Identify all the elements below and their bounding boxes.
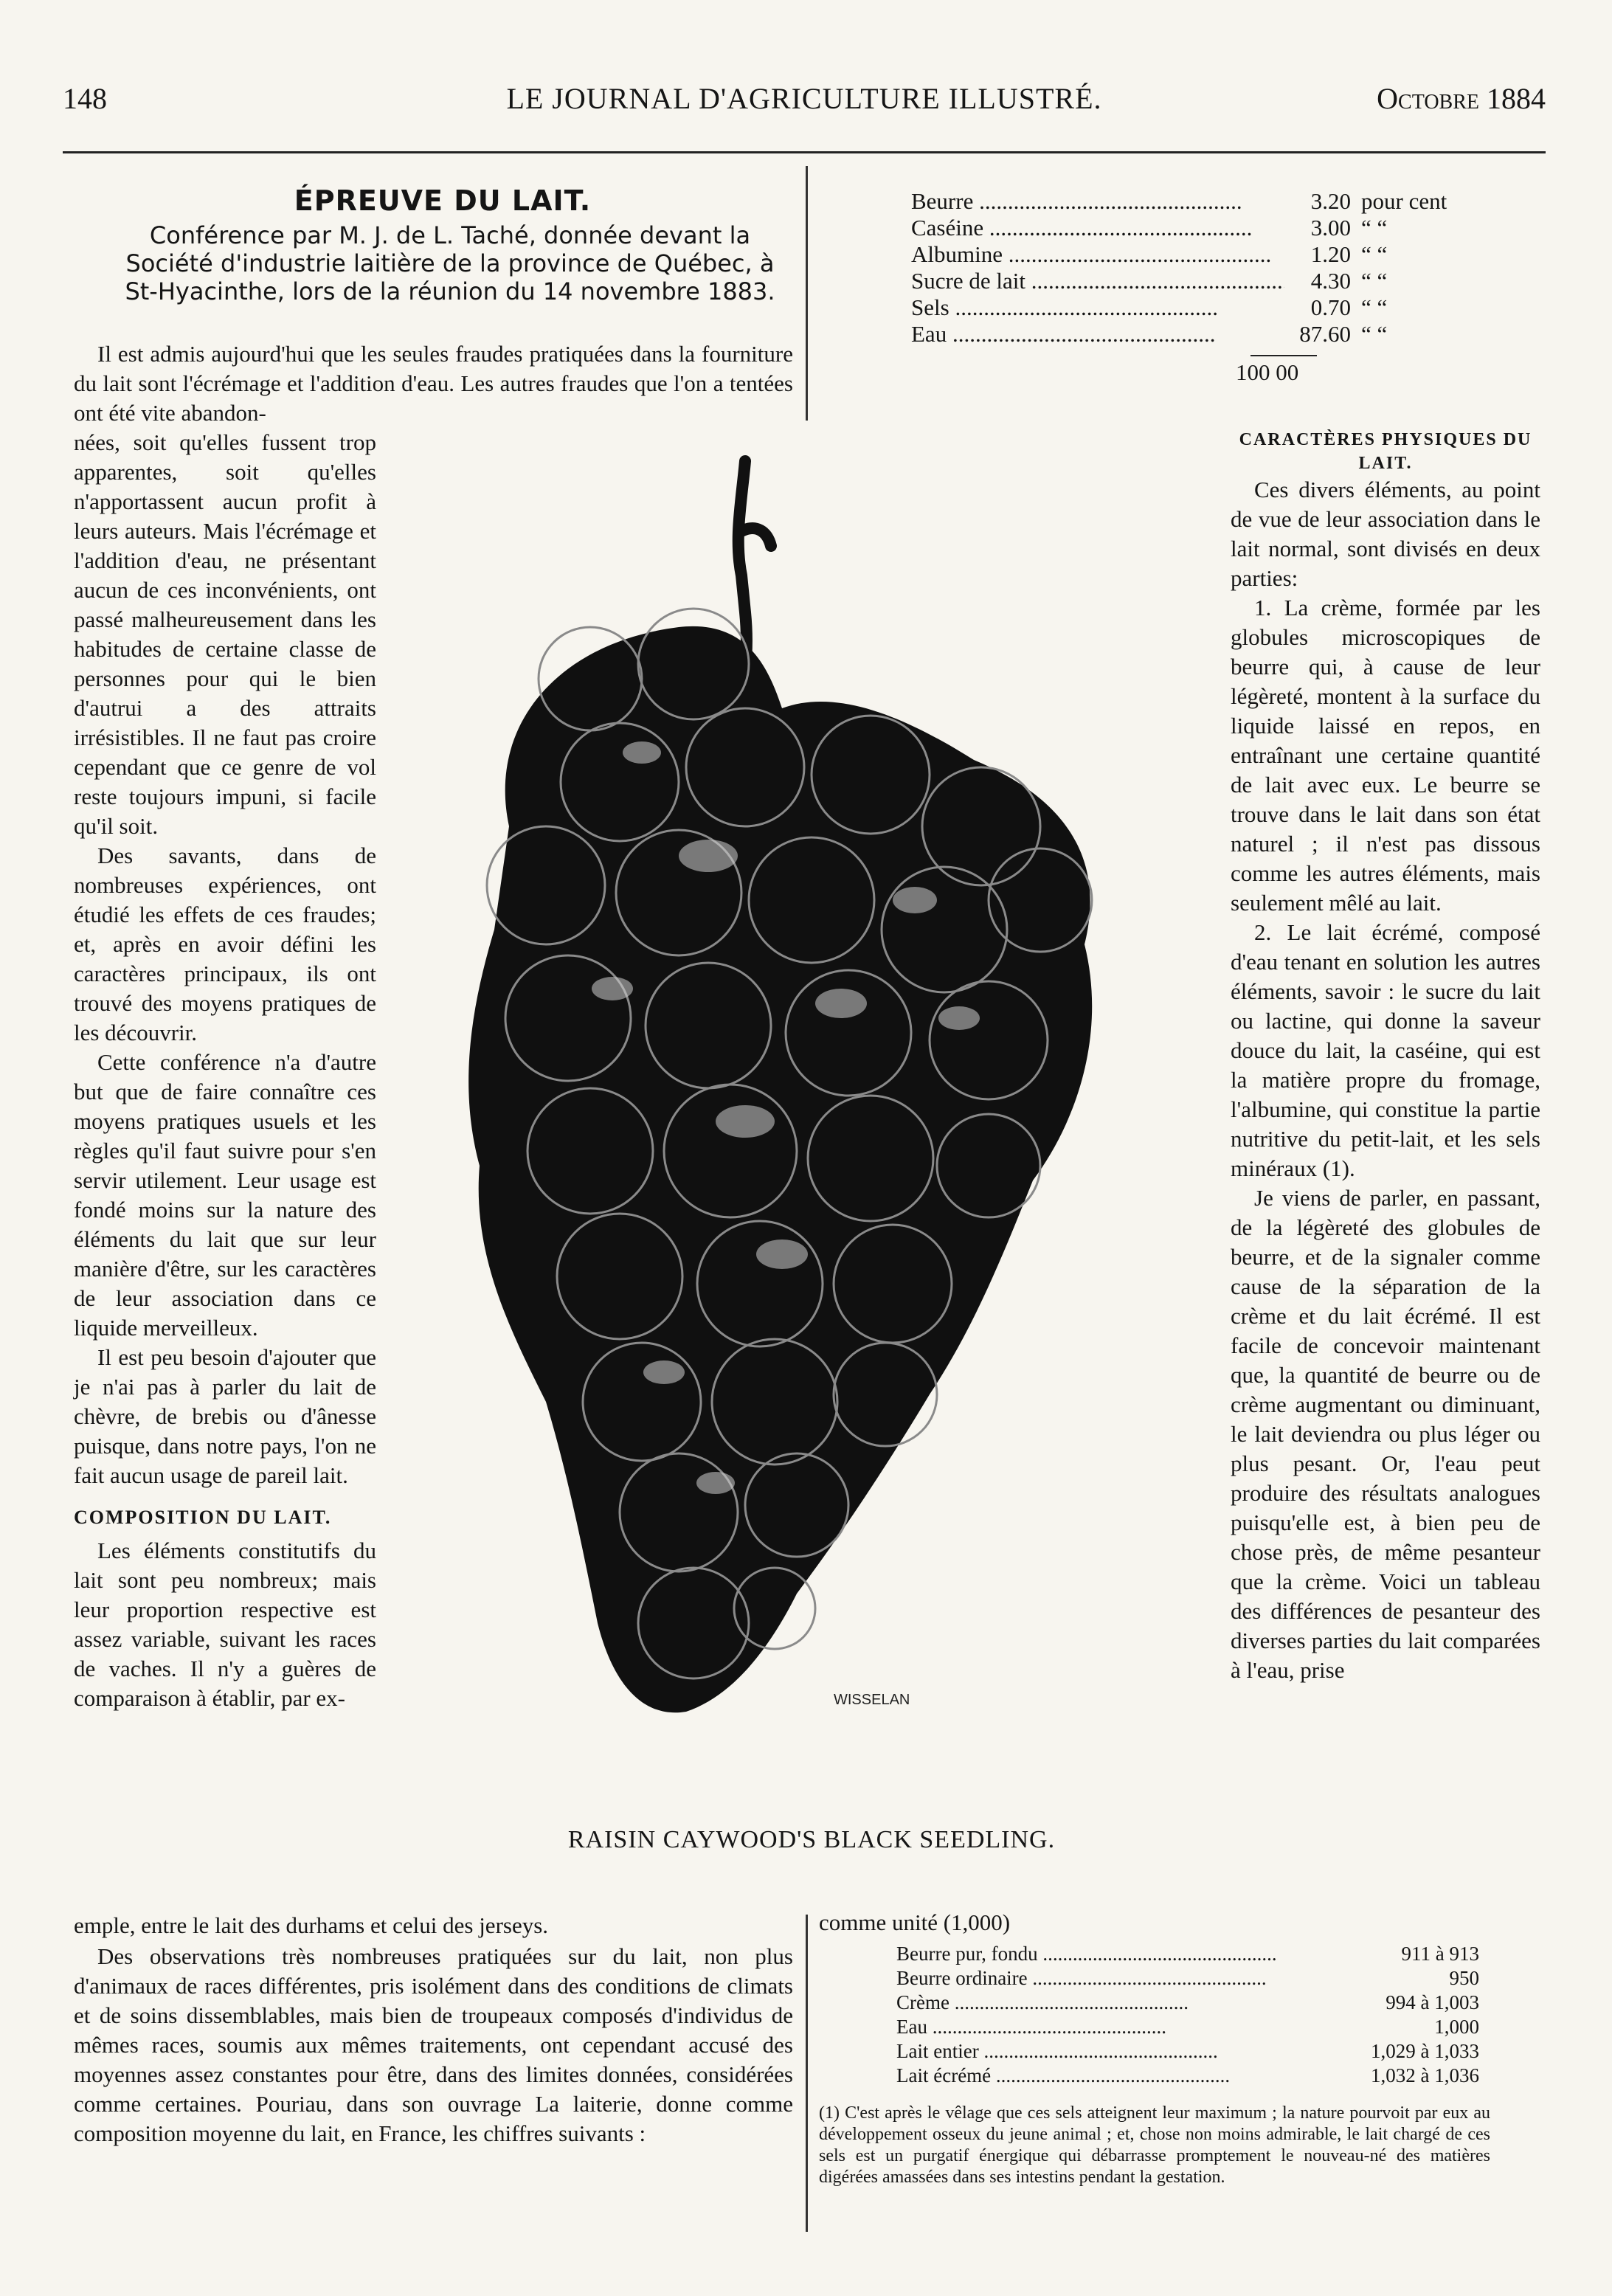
total-rule [1250,355,1317,356]
table-row: Beurre ordinaire ..... 950 [896,1966,1479,1991]
page-number: 148 [63,82,107,115]
composition-table [911,188,1479,386]
table-row: Sels ..... 0.70 “ “ [911,294,1479,321]
header-rule [63,151,1546,153]
paragraph-3: Cette conférence n'a d'autre but que de faire connaître ces moyens pratiques usuels et les règles qu'il faut suivre pour s'en servir utilement. Leur usage est fondé moins sur la nature des éléments du lait que sur leur manière d'être, sur les caractères de leur association dans ce liquide merveilleux. [74,1049,376,1341]
left-narrow-column [74,428,376,1713]
table-row: Beurre pur, fondu ..... 911 à 913 [896,1942,1479,1966]
table-row: Eau ..... 1,000 [896,2015,1479,2039]
paragraph-4: Il est peu besoin d'ajouter que je n'ai pas à parler du lait de chèvre, de brebis ou d'ânesse puisque, dans notre pays, l'on ne fait aucun usage de pareil lait. [74,1344,376,1488]
right-paragraph-1: Ces divers éléments, au point de vue de leur association dans le lait normal, sont divisés en deux parties: [1231,477,1540,591]
paragraph-5: Les éléments constitutifs du lait sont peu nombreux; mais leur proportion respective est assez variable, suivant les races de vaches. Il n'y a guères de comparaison à établir, par ex- [74,1538,376,1711]
paragraph-6: Des observations très nombreuses pratiquées sur du lait, non plus d'animaux de races différentes, pris isolément dans des conditions de climats et de soins dissemblables, mais bien de troupeaux composés d'individus de mêmes races, soumis aux mêmes traitements, ont cependant accusé des moyennes assez constantes pour être, dans des limites données, considérées comme certaines. Pouriau, dans son ouvrage La laiterie, donne comme composition moyenne du lait, en France, les chiffres suivants : [74,1943,793,2146]
table-row: Sucre de lait ..... 4.30 “ “ [911,268,1479,294]
article-subtitle: Conférence par M. J. de L. Taché, donnée devant la Société d'industrie laitière de la province de Québec, à St-Hyacinthe, lors de la réunion du 14 novembre 1883. [125,221,775,305]
table-row: Albumine ..... 1.20 “ “ [911,241,1479,268]
paragraph-5-continued: emple, entre le lait des durhams et celui des jerseys. [74,1912,549,1938]
paragraph-1: nées, soit qu'elles fussent trop apparentes, soit qu'elles n'apportassent aucun profit à leurs auteurs. Mais l'écrémage et l'addition d'eau, ne présentant aucun de ces inconvénients, ont passé malheureusement dans les habitudes de certaine classe de personnes pour qui le bien d'autrui a des attraits irrésistibles. Il ne faut pas croire cependant que ce genre de vol reste toujours impuni, si facile qu'il soit. [74,429,376,839]
figure-caption: RAISIN CAYWOOD'S BLACK SEEDLING. [567,1826,1056,1853]
right-paragraph-3: 2. Le lait écrémé, composé d'eau tenant en solution les autres éléments, savoir : le sucre du lait ou lactine, qui donne la saveur douce du lait, la caséine, qui est la matière propre du fromage, l'albumine, qui constitue la partie nutritive du petit-lait, et les sels minéraux (1). [1231,919,1540,1181]
table-row: Lait entier ..... 1,029 à 1,033 [896,2039,1479,2064]
physical-characteristics-heading: CARACTÈRES PHYSIQUES DU LAIT. [1239,430,1532,473]
page-header [63,81,1546,125]
table-row: Eau ..... 87.60 “ “ [911,321,1479,347]
intro-paragraph: Il est admis aujourd'hui que les seules fraudes pratiquées dans la fourniture du lait sont l'écrémage et l'addition d'eau. Les autres fraudes que l'on a tentées ont été vite abandon- [74,341,793,426]
issue-date: Octobre 1884 [1377,82,1546,115]
column-divider-bottom [806,1915,808,2232]
right-column [1231,428,1540,1685]
footnote: (1) C'est après le vêlage que ces sels atteignent leur maximum ; la nature pourvoit par eux au développement osseux du jeune animal ; et, chose non moins admirable, le lait chargé de ces sels est un purgatif énergique qui débarrasse promptement le nouveau-né des matières digérées amassées dans ses intestins pendant la gestation. [819,2103,1490,2187]
journal-title: LE JOURNAL D'AGRICULTURE ILLUSTRÉ. [506,82,1102,115]
table-row: Lait écrémé ..... 1,032 à 1,036 [896,2064,1479,2088]
right-paragraph-4: Je viens de parler, en passant, de la légèreté des globules de beurre, et de la signaler comme cause de la séparation de la crème et du lait écrémé. Il est facile de concevoir maintenant que, la quantité de beurre ou de crème augmentant ou diminuant, le lait deviendra ou plus léger ou plus pesant. Or, l'eau peut produire des résultats analogues puisqu'elle est, à bien peu de chose près, de même pesanteur que la crème. Voici un tableau des différences de pesanteur des diverses parties du lait comparées à l'eau, prise [1231,1185,1540,1683]
table-total: 100 00 [1236,359,1299,385]
grape-illustration [398,443,1217,1756]
table-row: Crème ..... 994 à 1,003 [896,1991,1479,2015]
composition-heading: COMPOSITION DU LAIT. [74,1507,332,1528]
article-title: ÉPREUVE DU LAIT. [294,184,592,217]
unit-line: comme unité (1,000) [819,1909,1011,1935]
paragraph-2: Des savants, dans de nombreuses expériences, ont étudié les effets de ces fraudes; et, après en avoir défini les caractères principaux, ils ont trouvé des moyens pratiques de les découvrir. [74,843,376,1045]
density-table [896,1942,1479,2088]
right-paragraph-2: 1. La crème, formée par les globules microscopiques de beurre qui, à cause de leur légèreté, montent à la surface du liquide laissé en repos, en entraînant une certaine quantité de lait avec eux. Le beurre se trouve dans le lait dans son état naturel ; il n'est pas dissous comme les autres éléments, mais seulement mêlé au lait. [1231,595,1540,916]
table-row: Beurre ..... 3.20 pour cent [911,188,1479,215]
table-row: Caséine ..... 3.00 “ “ [911,215,1479,241]
engraver-signature: WISSELAN [834,1692,910,1708]
